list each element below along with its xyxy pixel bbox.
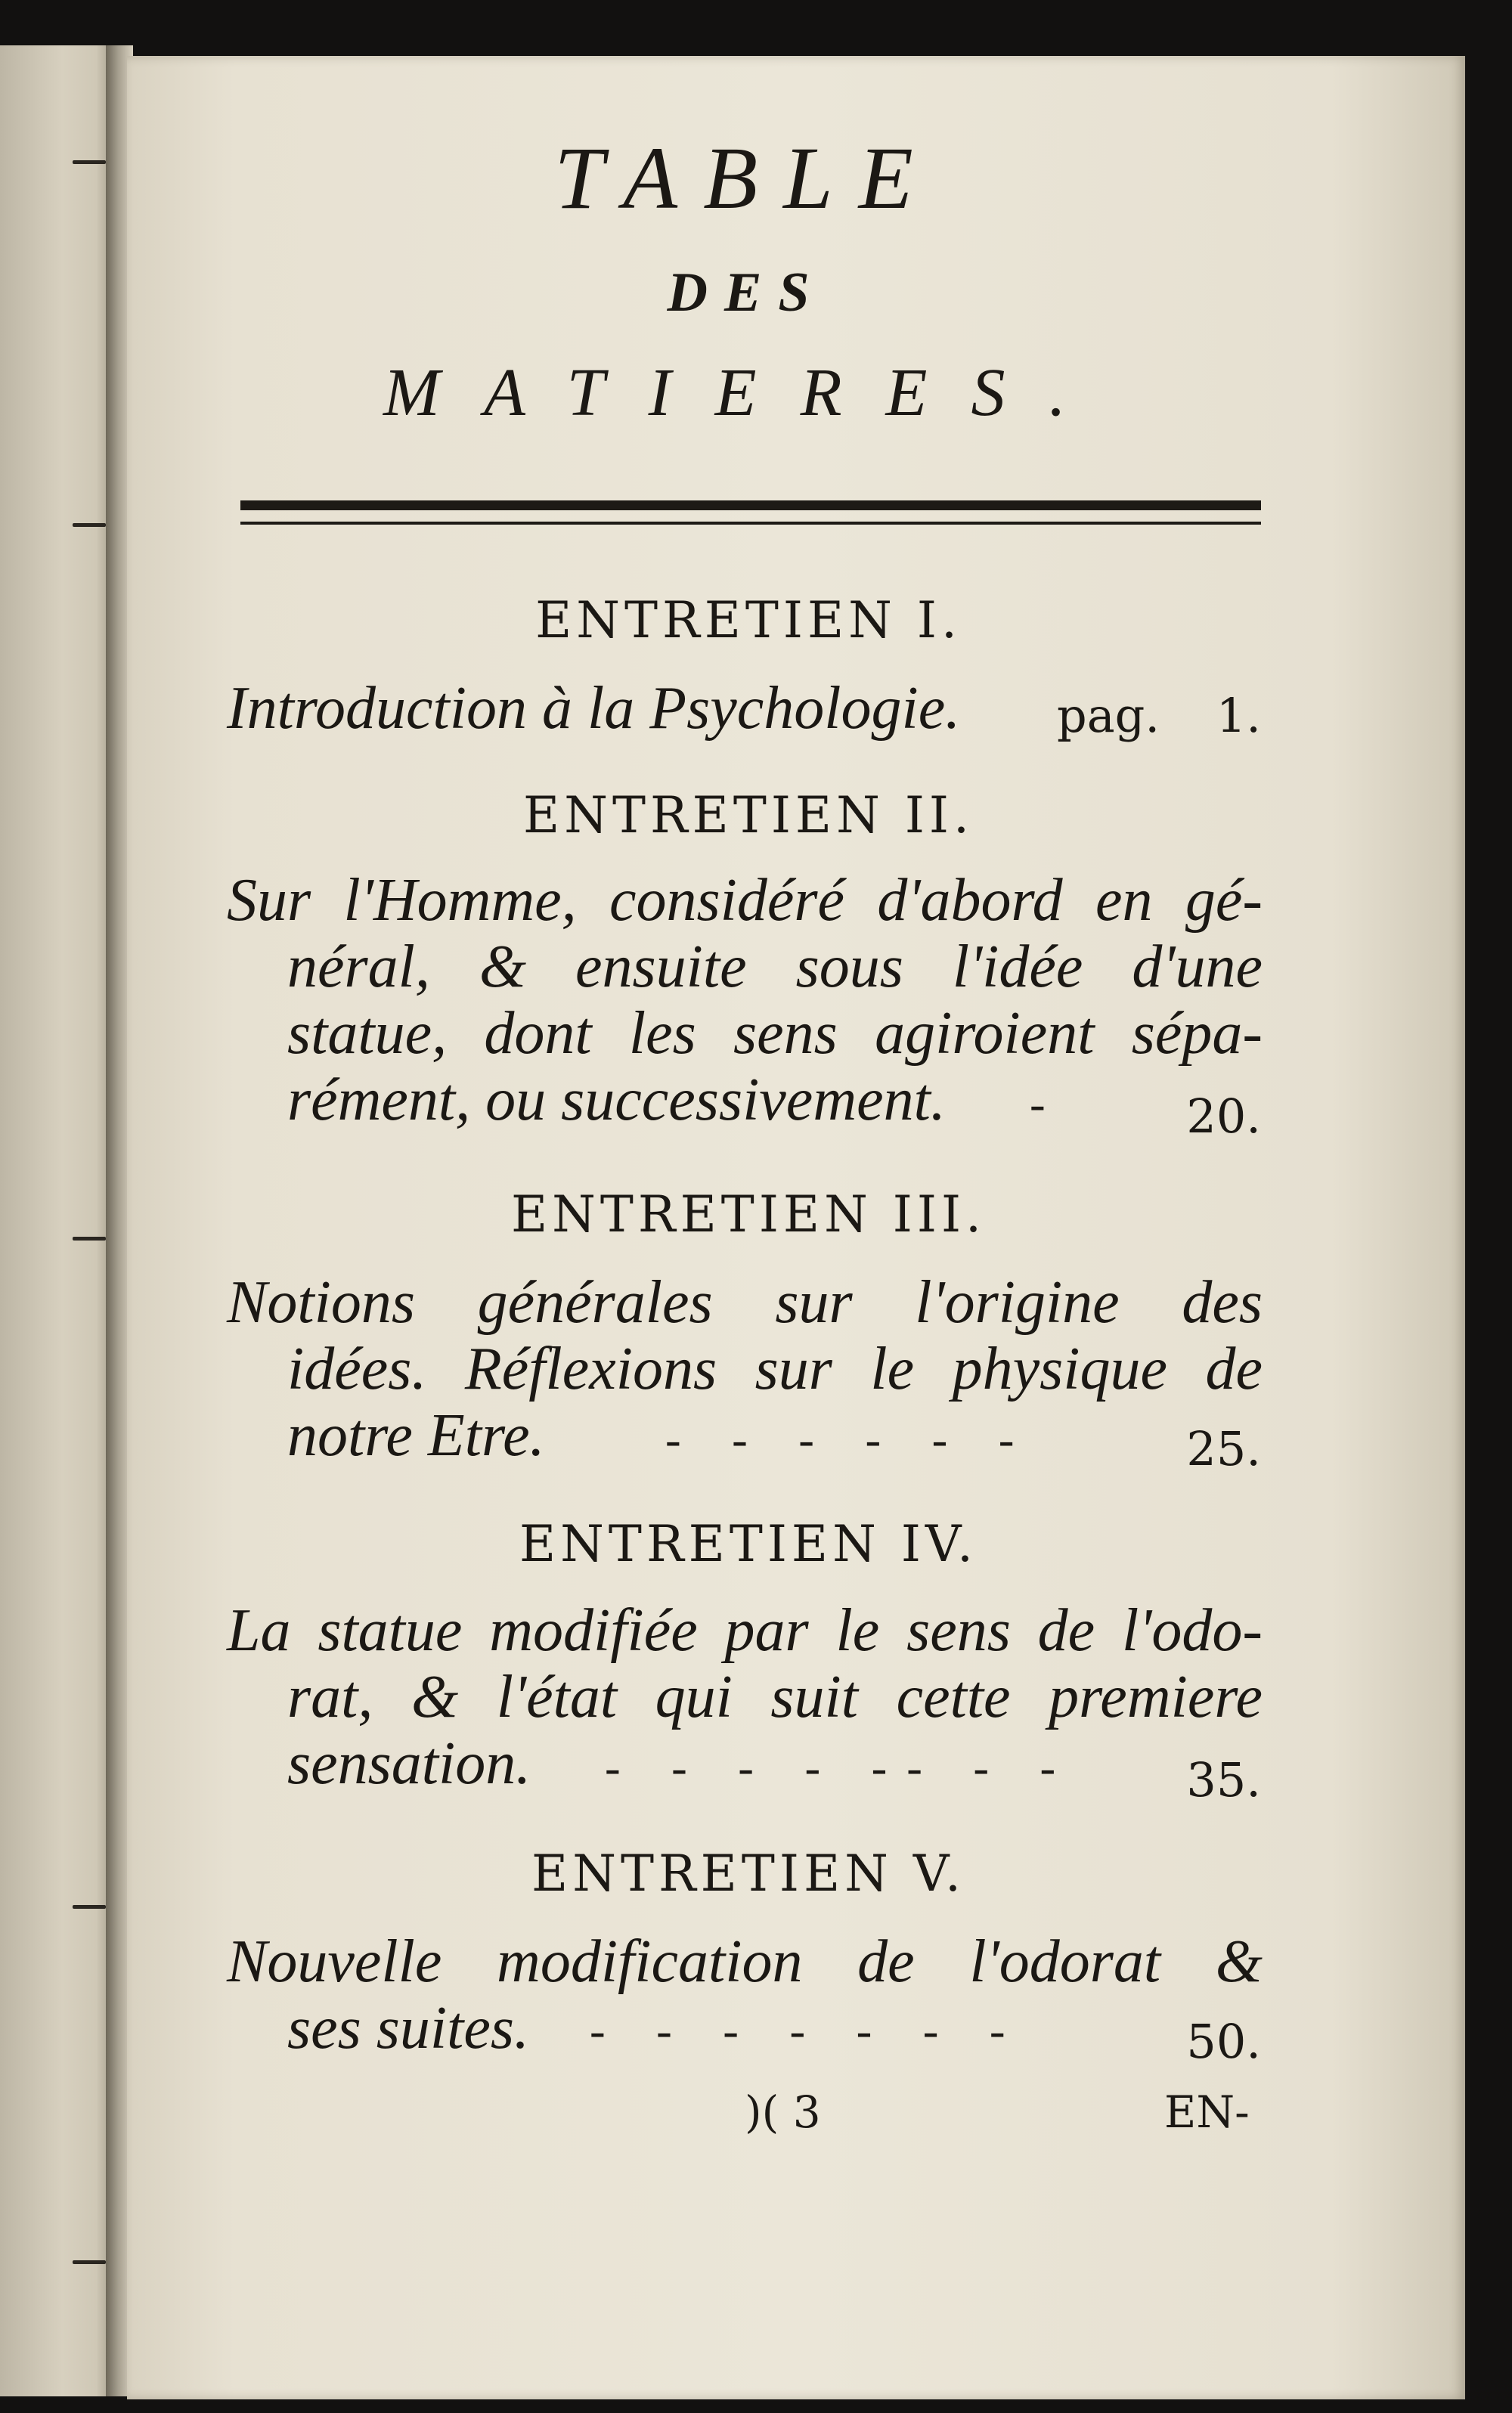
entry-line: La statue modifiée par le sens de l'odo- (227, 1597, 1263, 1664)
entry-line: rat, & l'état qui suit cette premiere (287, 1664, 1263, 1730)
page-number: 25. (1186, 1421, 1261, 1476)
dot-leader: - - - - - - - (590, 2006, 1025, 2057)
entry-heading: ENTRETIEN II. (523, 786, 974, 844)
pag-label: pag. (1057, 688, 1160, 743)
title-line-1: TABLE (554, 129, 939, 228)
entry-line: Nouvelle modification de l'odorat & (227, 1928, 1263, 1995)
catchword: EN- (1164, 2086, 1250, 2138)
title-line-2: DES (667, 262, 826, 324)
entry-line: idées. Réflexions sur le physique de (287, 1336, 1263, 1402)
entry-line: néral, & ensuite sous l'idée d'une (287, 934, 1263, 1000)
binding-stitch (73, 1237, 106, 1241)
page-number: 20. (1186, 1089, 1261, 1144)
binding-stitch (73, 1905, 106, 1909)
entry-line: notre Etre. (287, 1402, 545, 1469)
title-rule-thick (240, 500, 1261, 510)
dot-leader: - - - - -- - - (605, 1742, 1076, 1794)
page-number: 50. (1186, 2014, 1261, 2069)
dot-leader: - - - - - - (665, 1414, 1034, 1466)
binding-stitch (73, 2260, 106, 2264)
entry-line: rément, ou successivement. (287, 1067, 946, 1133)
entry-heading: ENTRETIEN V. (531, 1845, 965, 1903)
signature-mark: )( 3 (745, 2086, 821, 2138)
page-number: 1. (1216, 688, 1261, 743)
entry-heading: ENTRETIEN III. (510, 1185, 987, 1244)
entry-line: Notions générales sur l'origine des (227, 1269, 1263, 1336)
entry-line: ses suites. (287, 1995, 529, 2061)
entry-line: Sur l'Homme, considéré d'abord en gé- (227, 867, 1263, 934)
entry-line: Introduction à la Psychologie. (227, 675, 961, 742)
title-line-3: MATIERES. (383, 355, 1111, 430)
binding-stitch (73, 523, 106, 527)
title-rule-thin (240, 522, 1261, 525)
entry-heading: ENTRETIEN IV. (519, 1515, 978, 1573)
dot-leader: - (1030, 1079, 1065, 1130)
entry-line: statue, dont les sens agiroient sépa- (287, 1000, 1263, 1067)
page-number: 35. (1186, 1752, 1261, 1807)
entry-line: sensation. (287, 1730, 531, 1797)
entry-heading: ENTRETIEN I. (535, 591, 962, 649)
